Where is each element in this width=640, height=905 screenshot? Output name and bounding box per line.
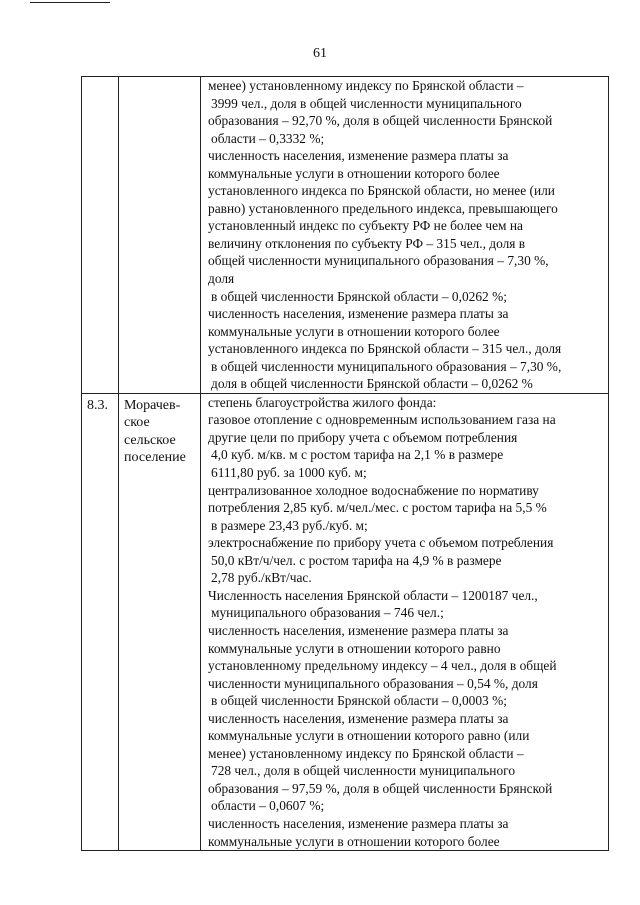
text-line: степень благоустройства жилого фонда: <box>208 394 437 410</box>
text-line: централизованное холодное водоснабжение по нормативу <box>208 482 539 498</box>
text-line: менее) установленному индексу по Брянской области – <box>208 78 524 93</box>
text-line: коммунальные услуги в отношении которого более <box>208 165 500 181</box>
text-line: численности муниципального образования – 0,54 %, доля <box>208 675 538 691</box>
text-line: доля в общей численности Брянской области – 0,0262 % <box>211 376 533 392</box>
text-line: 4,0 куб. м/кв. м с ростом тарифа на 2,1 % в размере <box>211 447 504 463</box>
row-number-cell <box>82 77 119 394</box>
text-line: установленного индекса по Брянской области, но менее (или <box>208 183 555 199</box>
settlement-cell <box>119 77 201 394</box>
row-number-cell: 8.3. <box>82 393 119 850</box>
text-line: 6111,80 руб. за 1000 куб. м; <box>211 465 367 481</box>
text-line: коммунальные услуги в отношении которого более <box>208 323 500 339</box>
settlement-name-line: поселение <box>124 450 186 466</box>
text-line: доля <box>208 271 235 287</box>
text-line: коммунальные услуги в отношении которого равно <box>208 640 501 656</box>
document-table <box>81 76 609 851</box>
settlement-name-line: ское <box>124 415 150 431</box>
settlement-name-line: Морачев- <box>124 397 181 413</box>
text-line: образования – 97,59 %, доля в общей численности Брянской <box>208 780 553 796</box>
text-line: 728 чел., доля в общей численности муниципального <box>211 763 516 779</box>
description-cell <box>201 77 609 394</box>
text-line: 2,78 руб./кВт/час. <box>211 570 312 586</box>
text-line: 50,0 кВт/ч/чел. с ростом тарифа на 4,9 % в размере <box>211 552 502 568</box>
text-line: численность населения, изменение размера платы за <box>208 148 509 164</box>
text-line: области – 0,0607 %; <box>211 798 325 814</box>
text-line: другие цели по прибору учета с объемом потребления <box>208 429 518 445</box>
text-line: установленному предельному индексу – 4 чел., доля в общей <box>208 658 557 674</box>
text-line: равно) установленного предельного индекса, превышающего <box>208 200 558 216</box>
text-line: образования – 92,70 %, доля в общей численности Брянской <box>208 113 553 129</box>
table-row <box>82 77 609 394</box>
page-number: 61 <box>313 46 327 61</box>
text-line: коммунальные услуги в отношении которого равно (или <box>208 728 530 744</box>
text-line: величину отклонения по субъекту РФ – 315 чел., доля в <box>208 235 526 251</box>
text-line: численность населения, изменение размера платы за <box>208 306 509 322</box>
text-line: численность населения, изменение размера платы за <box>208 622 509 638</box>
table-row <box>82 393 609 850</box>
text-line: 3999 чел., доля в общей численности муниципального <box>211 95 522 111</box>
description-cell <box>201 393 609 850</box>
text-line: в общей численности муниципального образования – 7,30 %, <box>211 358 562 374</box>
text-line: численность населения, изменение размера платы за <box>208 710 509 726</box>
text-line: муниципального образования – 746 чел.; <box>211 605 444 621</box>
text-line: численность населения, изменение размера платы за <box>208 815 509 831</box>
text-line: в общей численности Брянской области – 0,0262 %; <box>211 288 507 304</box>
text-line: области – 0,3332 %; <box>211 130 325 146</box>
text-line: в размере 23,43 руб./куб. м; <box>211 517 368 533</box>
text-line: потребления 2,85 куб. м/чел./мес. с ростом тарифа на 5,5 % <box>208 500 547 516</box>
top-rule <box>30 2 110 3</box>
text-line: газовое отопление с одновременным использованием газа на <box>208 412 556 428</box>
text-line: установленного индекса по Брянской области – 315 чел., доля <box>208 341 562 357</box>
text-line: установленный индекс по субъекту РФ не более чем на <box>208 218 523 234</box>
text-line: менее) установленному индексу по Брянской области – <box>208 745 524 761</box>
text-line: Численность населения Брянской области – 1200187 чел., <box>208 587 538 603</box>
text-line: электроснабжение по прибору учета с объемом потребления <box>208 535 554 551</box>
settlement-name-line: сельское <box>124 432 176 448</box>
text-line: в общей численности Брянской области – 0,0003 %; <box>211 693 507 709</box>
text-line: коммунальные услуги в отношении которого более <box>208 833 500 849</box>
text-line: общей численности муниципального образования – 7,30 %, <box>208 253 549 269</box>
settlement-cell <box>119 393 201 850</box>
